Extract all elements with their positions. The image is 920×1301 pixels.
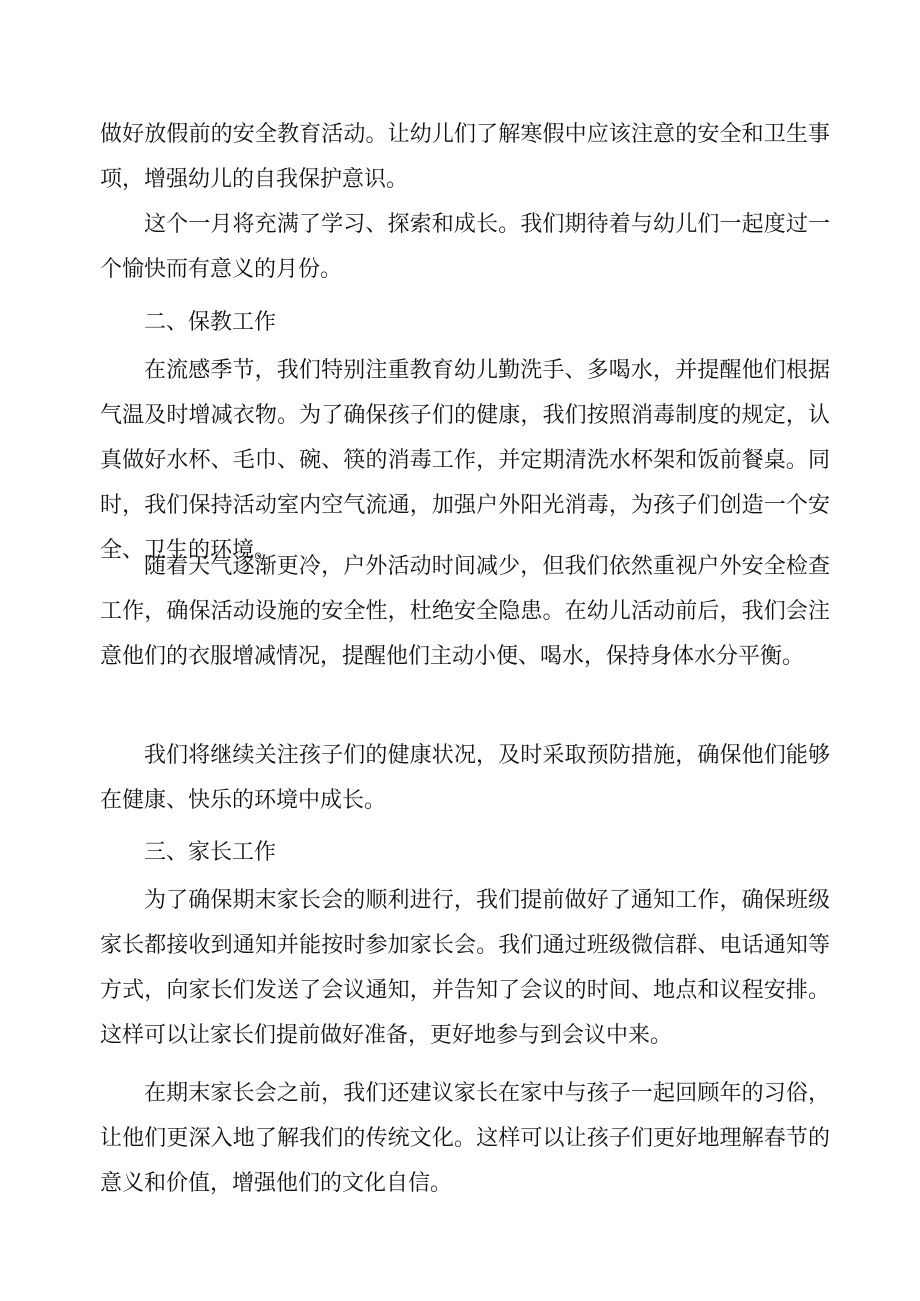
section-heading-parent-work: 三、家长工作 — [144, 840, 277, 865]
paragraph-health-monitoring: 我们将继续关注孩子们的健康状况，及时采取预防措施，确保他们能够在健康、快乐的环境中成长。 — [100, 743, 830, 813]
paragraph-continuation: 做好放假前的安全教育活动。让幼儿们了解寒假中应该注意的安全和卫生事项，增强幼儿的自我保护意识。 — [100, 122, 830, 192]
paragraph-parent-meeting: 为了确保期末家长会的顺利进行，我们提前做好了通知工作，确保班级家长都接收到通知并能按时参加家长会。我们通过班级微信群、电话通知等方式，向家长们发送了会议通知，并告知了会议的时间、地点和议程安排。这样可以让家长们提前做好准备，更好地参与到会议中来。 — [100, 888, 830, 1048]
paragraph-outdoor-safety: 随着天气逐渐更冷，户外活动时间减少，但我们依然重视户外安全检查工作，确保活动设施的安全性，杜绝安全隐患。在幼儿活动前后，我们会注意他们的衣服增减情况，提醒他们主动小便、喝水，保持身体水分平衡。 — [100, 554, 830, 669]
paragraph-traditional-culture: 在期末家长会之前，我们还建议家长在家中与孩子一起回顾年的习俗，让他们更深入地了解我们的传统文化。这样可以让孩子们更好地理解春节的意义和价值，增强他们的文化自信。 — [100, 1081, 830, 1196]
paragraph-flu-season: 在流感季节，我们特别注重教育幼儿勤洗手、多喝水，并提醒他们根据气温及时增减衣物。为了确保孩子们的健康，我们按照消毒制度的规定，认真做好水杯、毛巾、碗、筷的消毒工作，并定期清洗水杯架和饭前餐桌。同时，我们保持活动室内空气流通，加强户外阳光消毒，为孩子们创造一个安全、卫生的环境。 — [100, 358, 830, 563]
section-heading-care-education: 二、保教工作 — [144, 310, 277, 335]
paragraph-january-summary: 这个一月将充满了学习、探索和成长。我们期待着与幼儿们一起度过一个愉快而有意义的月份。 — [100, 212, 830, 282]
